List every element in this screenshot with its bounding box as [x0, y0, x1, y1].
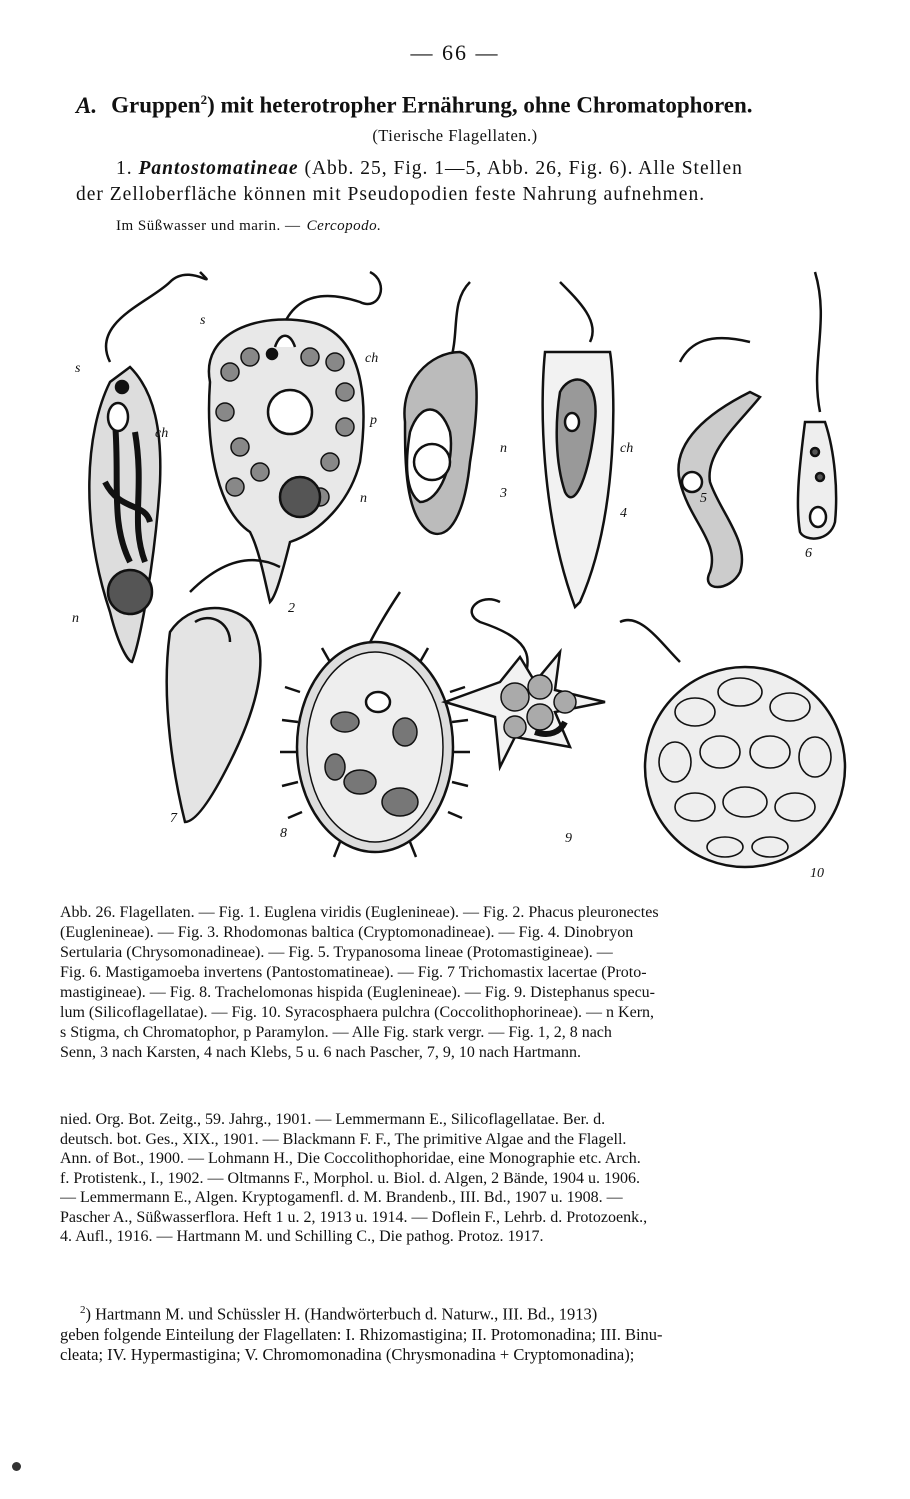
label-s2: s: [200, 313, 206, 328]
caption-line: lum (Silicoflagellatae). — Fig. 10. Syracosphaera pulchra (Coccolithophorineae). — n Kern,: [60, 1004, 655, 1021]
section-term: Pantostomatineae: [138, 158, 299, 179]
fig5-trypanosoma: [678, 338, 760, 587]
label-ch1: ch: [155, 426, 169, 441]
footnote-line: geben folgende Einteilung der Flagellaten: I. Rhizomastigina; II. Protomonadina; III. Binu-: [60, 1324, 663, 1344]
section-subheading: (Tierische Flagellaten.): [372, 126, 538, 145]
label-fig10: 10: [810, 866, 824, 881]
fig1-euglena: [89, 272, 206, 662]
reference-line: Ann. of Bot., 1900. — Lohmann H., Die Coccolithophoridae, eine Monographie etc. Arch.: [60, 1150, 641, 1167]
label-n1: n: [72, 611, 79, 626]
reference-line: — Lemmermann E., Algen. Kryptogamenfl. d. M. Brandenb., III. Bd., 1907 u. 1908. —: [60, 1189, 623, 1206]
label-ch4: ch: [620, 441, 634, 456]
heading-letter: A.: [76, 92, 98, 118]
fig6-mastigamoeba: [798, 272, 836, 539]
scan-speck: [12, 1462, 21, 1471]
footnote-line: ) Hartmann M. und Schüssler H. (Handwörterbuch d. Naturw., III. Bd., 1913): [85, 1304, 598, 1324]
reference-line: 4. Aufl., 1916. — Hartmann M. und Schilling C., Die pathog. Protoz. 1917.: [60, 1228, 544, 1245]
label-fig5: 5: [700, 491, 707, 506]
label-fig4: 4: [620, 506, 627, 521]
section-line1-rest: (Abb. 25, Fig. 1—5, Abb. 26, Fig. 6). Alle Stellen: [304, 158, 743, 179]
habitat-example: Cercopodo.: [306, 218, 382, 234]
label-fig7: 7: [170, 811, 177, 826]
flagellates-figure: [60, 262, 860, 892]
reference-line: Pascher A., Süßwasserflora. Heft 1 u. 2, 1913 u. 1914. — Doflein F., Lehrb. d. Protozoenk.,: [60, 1208, 648, 1226]
habitat-text: Im Süßwasser und marin. —: [116, 218, 301, 234]
label-fig6: 6: [805, 546, 812, 561]
label-fig8: 8: [280, 826, 287, 841]
label-p2: p: [370, 413, 377, 428]
caption-line: mastigineae). — Fig. 8. Trachelomonas hispida (Euglenineae). — Fig. 9. Distephanus specu-: [60, 984, 656, 1001]
fig4-dinobryon: [543, 282, 614, 607]
footnote-mark: 2: [80, 1304, 86, 1316]
label-n3: n: [500, 441, 507, 456]
footnote: [60, 1300, 842, 1365]
heading-footnote-mark: 2: [200, 92, 208, 107]
page-number: — 66 —: [410, 40, 500, 65]
caption-line: Fig. 6. Mastigamoeba invertens (Pantostomatineae). — Fig. 7 Trichomastix lacertae (Proto-: [60, 964, 647, 981]
caption-line: Senn, 3 nach Karsten, 4 nach Klebs, 5 u. 6 nach Pascher, 7, 9, 10 nach Hartmann.: [60, 1044, 581, 1061]
section-number: 1.: [116, 158, 133, 179]
reference-line: nied. Org. Bot. Zeitg., 59. Jahrg., 1901. — Lemmermann E., Silicoflagellatae. Ber. d.: [60, 1111, 606, 1128]
caption-line: s Stigma, ch Chromatophor, p Paramylon. — Alle Fig. stark vergr. — Fig. 1, 2, 8 nach: [60, 1024, 612, 1041]
footnote-line: cleata; IV. Hypermastigina; V. Chromomonadina (Chrysmonadina + Cryptomonadina);: [60, 1344, 635, 1364]
label-s1: s: [75, 361, 81, 376]
habitat-line: [116, 218, 381, 235]
fig2-phacus: [209, 272, 381, 602]
label-fig2: 2: [288, 601, 295, 616]
fig8-trachelomonas: [280, 592, 470, 857]
references-block: [60, 1110, 842, 1247]
figure-caption: [60, 903, 842, 1063]
fig9-distephanus: [445, 599, 605, 767]
fig7-trichomastix: [167, 560, 280, 822]
label-fig3: 3: [500, 486, 507, 501]
section-line2: der Zelloberfläche können mit Pseudopodien feste Nahrung aufnehmen.: [76, 184, 706, 205]
reference-line: deutsch. bot. Ges., XIX., 1901. — Blackmann F. F., The primitive Algae and the Flagell.: [60, 1130, 627, 1148]
heading-rest: ) mit heterotropher Ernährung, ohne Chromatophoren.: [207, 92, 753, 118]
fig10-syracosphaera: [620, 620, 845, 867]
label-ch2: ch: [365, 351, 379, 366]
reference-line: f. Protistenk., I., 1902. — Oltmanns F., Morphol. u. Biol. d. Algen, 2 Bände, 1904 u. 1906.: [60, 1169, 641, 1187]
caption-line: Sertularia (Chrysomonadineae). — Fig. 5. Trypanosoma lineae (Protomastigineae). —: [60, 944, 613, 961]
label-n2: n: [360, 491, 367, 506]
caption-line: (Euglenineae). — Fig. 3. Rhodomonas baltica (Cryptomonadineae). — Fig. 4. Dinobryon: [60, 924, 634, 941]
caption-line: Abb. 26. Flagellaten. — Fig. 1. Euglena viridis (Euglenineae). — Fig. 2. Phacus pleuronectes: [60, 904, 659, 921]
label-fig9: 9: [565, 831, 572, 846]
heading-text: Gruppen: [111, 92, 201, 118]
section-paragraph: [76, 156, 856, 208]
fig3-rhodomonas: [404, 282, 476, 534]
section-heading: [76, 92, 753, 119]
